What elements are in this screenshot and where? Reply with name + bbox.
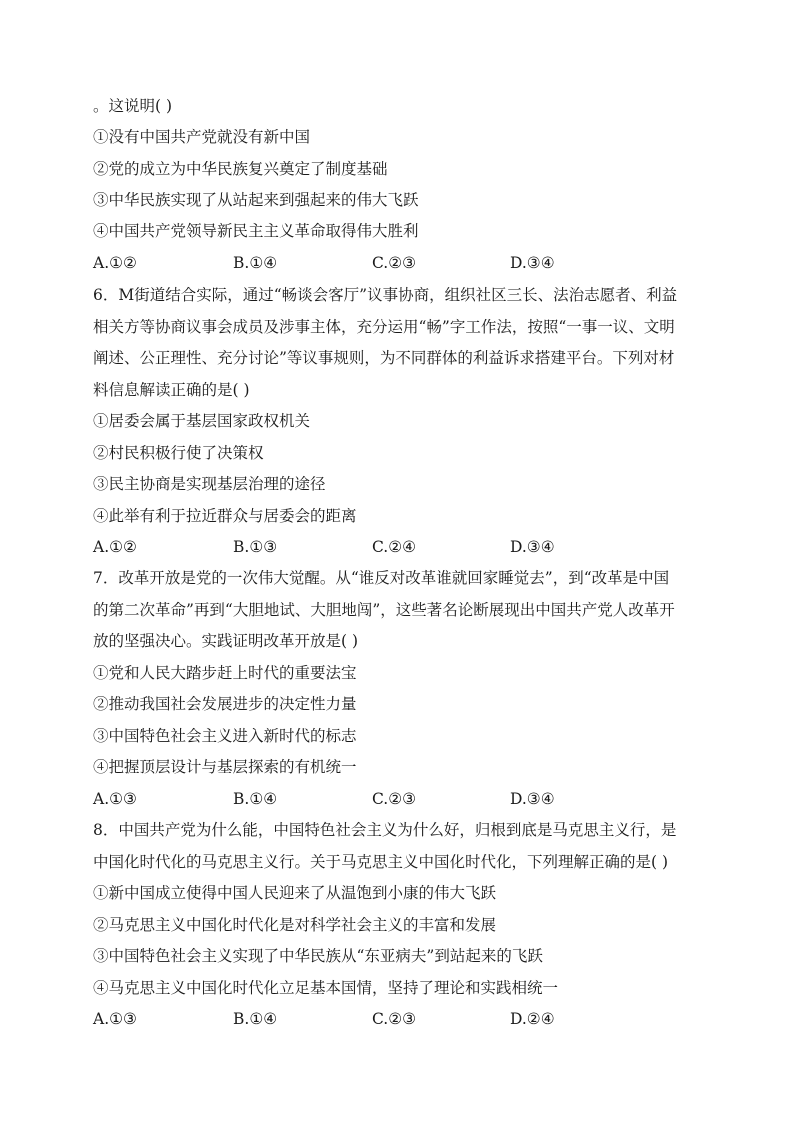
option-c: C.②③ <box>372 1010 417 1028</box>
statement: ①党和人民大踏步赶上时代的重要法宝 <box>93 664 357 682</box>
option-b: B.①③ <box>233 538 278 556</box>
statement: ④把握顶层设计与基层探索的有机统一 <box>93 758 357 776</box>
statement: ③中国特色社会主义实现了中华民族从“东亚病夫”到站起来的飞跃 <box>93 947 543 965</box>
statement: ②推动我国社会发展进步的决定性力量 <box>93 695 357 713</box>
statement: ②马克思主义中国化时代化是对科学社会主义的丰富和发展 <box>93 916 497 934</box>
option-b: B.①④ <box>233 1010 278 1028</box>
question-stem-line: 的第二次革命”再到“大胆地试、大胆地闯”，这些著名论断展现出中国共产党人改革开 <box>93 601 675 619</box>
statement: ②村民积极行使了决策权 <box>93 444 264 462</box>
option-a: A.①② <box>93 538 137 556</box>
question-stem-line: 阐述、公正理性、充分讨论”等议事规则，为不同群体的利益诉求搭建平台。下列对材 <box>93 349 675 367</box>
statement: ②党的成立为中华民族复兴奠定了制度基础 <box>93 160 388 178</box>
answer-options <box>93 253 705 273</box>
answer-options <box>93 1009 705 1029</box>
statement: ①新中国成立使得中国人民迎来了从温饱到小康的伟大飞跃 <box>93 884 497 902</box>
option-d: D.②④ <box>510 1010 555 1028</box>
question-stem-line: 6．M街道结合实际，通过“畅谈会客厅”议事协商，组织社区三长、法治志愿者、利益 <box>93 286 678 304</box>
statement: ③中华民族实现了从站起来到强起来的伟大飞跃 <box>93 191 419 209</box>
question-stem-line: 相关方等协商议事会成员及涉事主体，充分运用“畅”字工作法，按照“一事一议、文明 <box>93 318 675 336</box>
statement: ①居委会属于基层国家政权机关 <box>93 412 311 430</box>
statement: ④中国共产党领导新民主主义革命取得伟大胜利 <box>93 222 419 240</box>
option-d: D.③④ <box>510 254 555 272</box>
statement: ③民主协商是实现基层治理的途径 <box>93 475 326 493</box>
question-stem-line: 料信息解读正确的是( ) <box>93 381 250 399</box>
option-c: C.②③ <box>372 790 417 808</box>
option-b: B.①④ <box>233 790 278 808</box>
option-a: A.①③ <box>93 790 137 808</box>
option-d: D.③④ <box>510 538 555 556</box>
option-a: A.①③ <box>93 1010 137 1028</box>
option-c: C.②④ <box>372 538 417 556</box>
question-stem-line: 7．改革开放是党的一次伟大觉醒。从“谁反对改革谁就回家睡觉去”，到“改革是中国 <box>93 569 670 587</box>
question-stem-tail: 。这说明( ) <box>93 97 173 115</box>
option-a: A.①② <box>93 254 137 272</box>
option-d: D.③④ <box>510 790 555 808</box>
question-stem-line: 8．中国共产党为什么能，中国特色社会主义为什么好，归根到底是马克思主义行，是 <box>93 821 677 839</box>
question-stem-line: 中国化时代化的马克思主义行。关于马克思主义中国化时代化，下列理解正确的是( ) <box>93 853 669 871</box>
statement: ④此举有利于拉近群众与居委会的距离 <box>93 507 357 525</box>
answer-options <box>93 789 705 809</box>
statement: ①没有中国共产党就没有新中国 <box>93 128 311 146</box>
statement: ④马克思主义中国化时代化立足基本国情，坚持了理论和实践相统一 <box>93 979 559 997</box>
answer-options <box>93 537 705 557</box>
option-c: C.②③ <box>372 254 417 272</box>
question-stem-line: 放的坚强决心。实践证明改革开放是( ) <box>93 632 359 650</box>
option-b: B.①④ <box>233 254 278 272</box>
statement: ③中国特色社会主义进入新时代的标志 <box>93 727 357 745</box>
